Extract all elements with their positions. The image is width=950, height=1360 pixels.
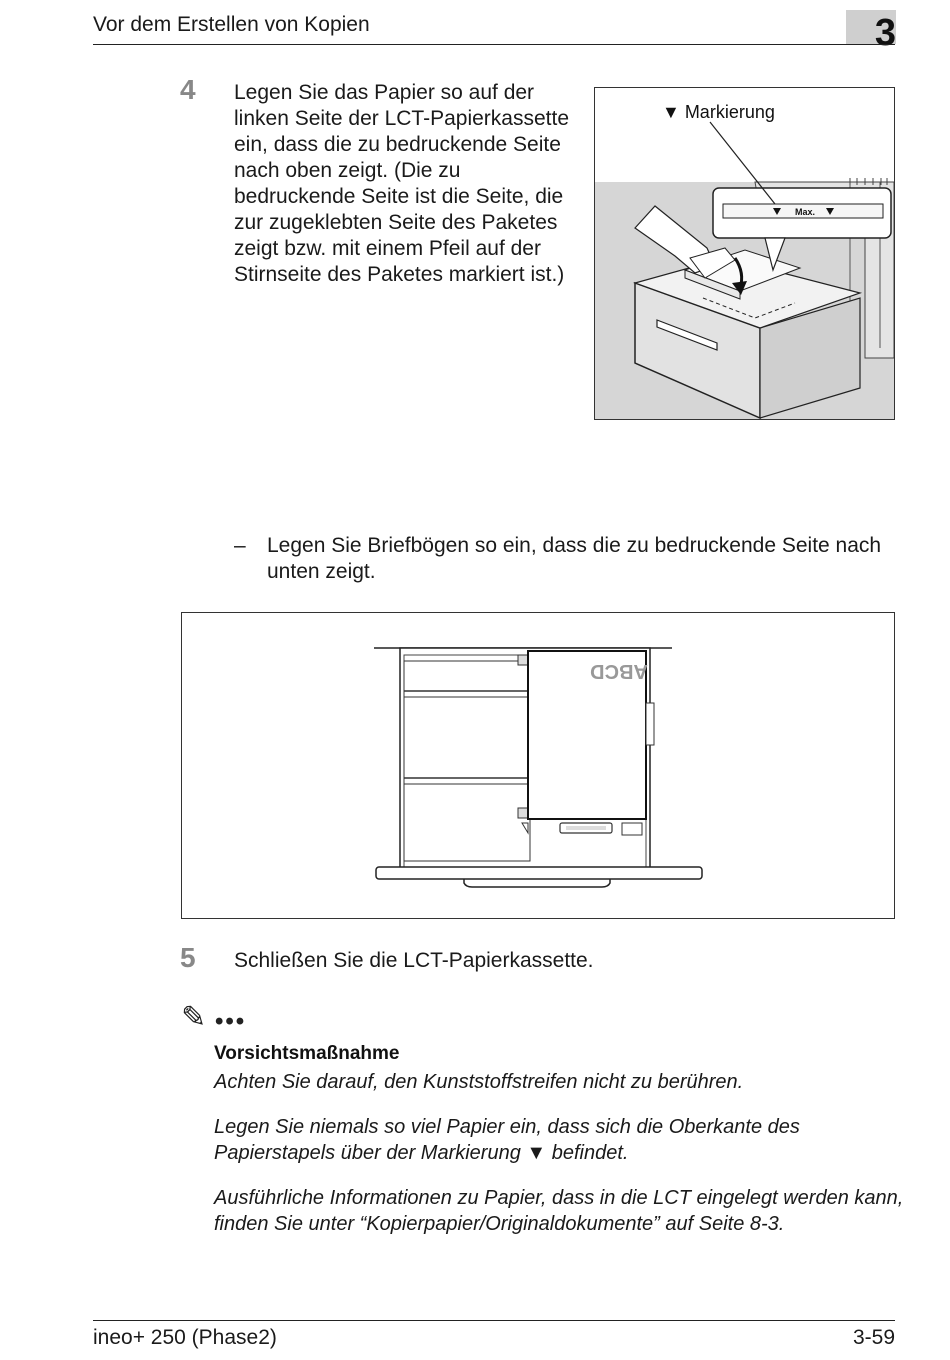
figure-lct-loading: [594, 87, 895, 420]
chapter-number: 3: [874, 12, 896, 54]
step-5-text: Schließen Sie die LCT-Papierkassette.: [234, 949, 594, 972]
footer-page-number: 3-59: [852, 1326, 895, 1349]
footer-rule: [93, 1320, 895, 1321]
bullet-dash: –: [234, 534, 246, 557]
figure-cassette-top-view: [181, 612, 895, 919]
footer-product: ineo+ 250 (Phase2): [93, 1326, 277, 1349]
markierung-callout-label: ▼ Markierung: [662, 102, 775, 122]
gauge-max-label: Max.: [795, 207, 816, 217]
step-5-number: 5: [180, 942, 196, 973]
header-title: Vor dem Erstellen von Kopien: [93, 13, 370, 36]
note-heading: Vorsichtsmaßnahme: [214, 1043, 400, 1064]
note-dots: •••: [215, 1008, 247, 1035]
lct-loading-illustration: [595, 88, 894, 419]
cassette-top-view-illustration: [182, 613, 894, 918]
pencil-icon: ✎: [181, 1001, 207, 1034]
letterhead-text-mirrored: ABCD: [590, 660, 648, 682]
bullet-text: Legen Sie Briefbögen so ein, dass die zu bedruckende Seite nach unten zeigt.: [267, 534, 882, 583]
note-paragraph: Legen Sie niemals so viel Papier ein, dass sich die Oberkante des Papierstapels über der Markierung ▼ befindet.: [214, 1116, 800, 1164]
note-paragraph: Ausführliche Informationen zu Papier, dass in die LCT eingelegt werden kann, finden Sie unter “Kopierpapier/Originaldokumente” auf Seite 8-3.: [214, 1187, 904, 1235]
note-paragraph: Achten Sie darauf, den Kunststoffstreifen nicht zu berühren.: [214, 1071, 744, 1093]
header-rule: [93, 44, 895, 45]
step-4-number: 4: [180, 74, 196, 105]
step-4-text: Legen Sie das Papier so auf der linken Seite der LCT-Papierkassette ein, dass die zu bedruckende Seite nach oben zeigt. (Die zu bedruckende Seite ist die Seite, die zur zugeklebten Seite des Paketes zeigt bzw. mit einem Pfeil auf der Stirnseite des Paketes markiert ist.): [234, 81, 570, 286]
